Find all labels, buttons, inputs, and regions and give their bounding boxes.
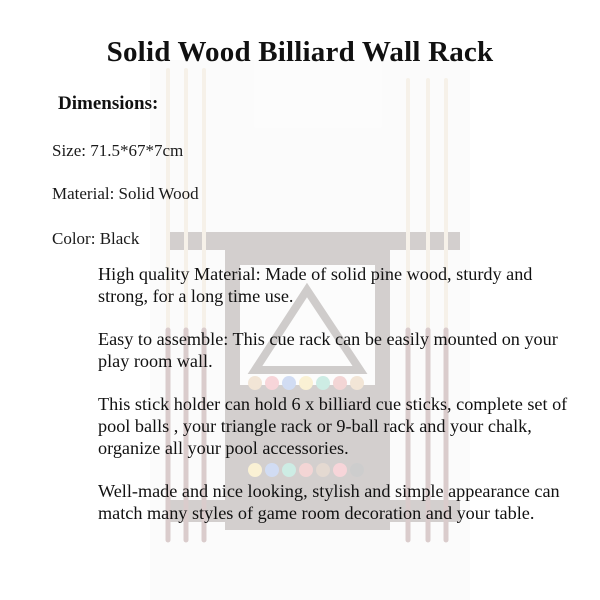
spec-size: Size: 71.5*67*7cm [52, 141, 184, 160]
feature-assembly: Easy to assemble: This cue rack can be easily mounted on your play room wall. [98, 329, 558, 371]
feature-material: High quality Material: Made of solid pine wood, sturdy and strong, for a long time use. [98, 264, 533, 306]
feature-list [98, 263, 568, 545]
feature-appearance: Well-made and nice looking, stylish and simple appearance can match many styles of game room decoration and your table. [98, 481, 560, 523]
spec-color: Color: Black [52, 229, 140, 248]
dimensions-heading: Dimensions: [58, 93, 159, 114]
spec-material: Material: Solid Wood [52, 184, 199, 203]
feature-capacity: This stick holder can hold 6 x billiard cue sticks, complete set of pool balls , your triangle rack or 9-ball rack and your chalk, organize all your pool accessories. [98, 394, 568, 458]
page-title: Solid Wood Billiard Wall Rack [106, 36, 494, 68]
